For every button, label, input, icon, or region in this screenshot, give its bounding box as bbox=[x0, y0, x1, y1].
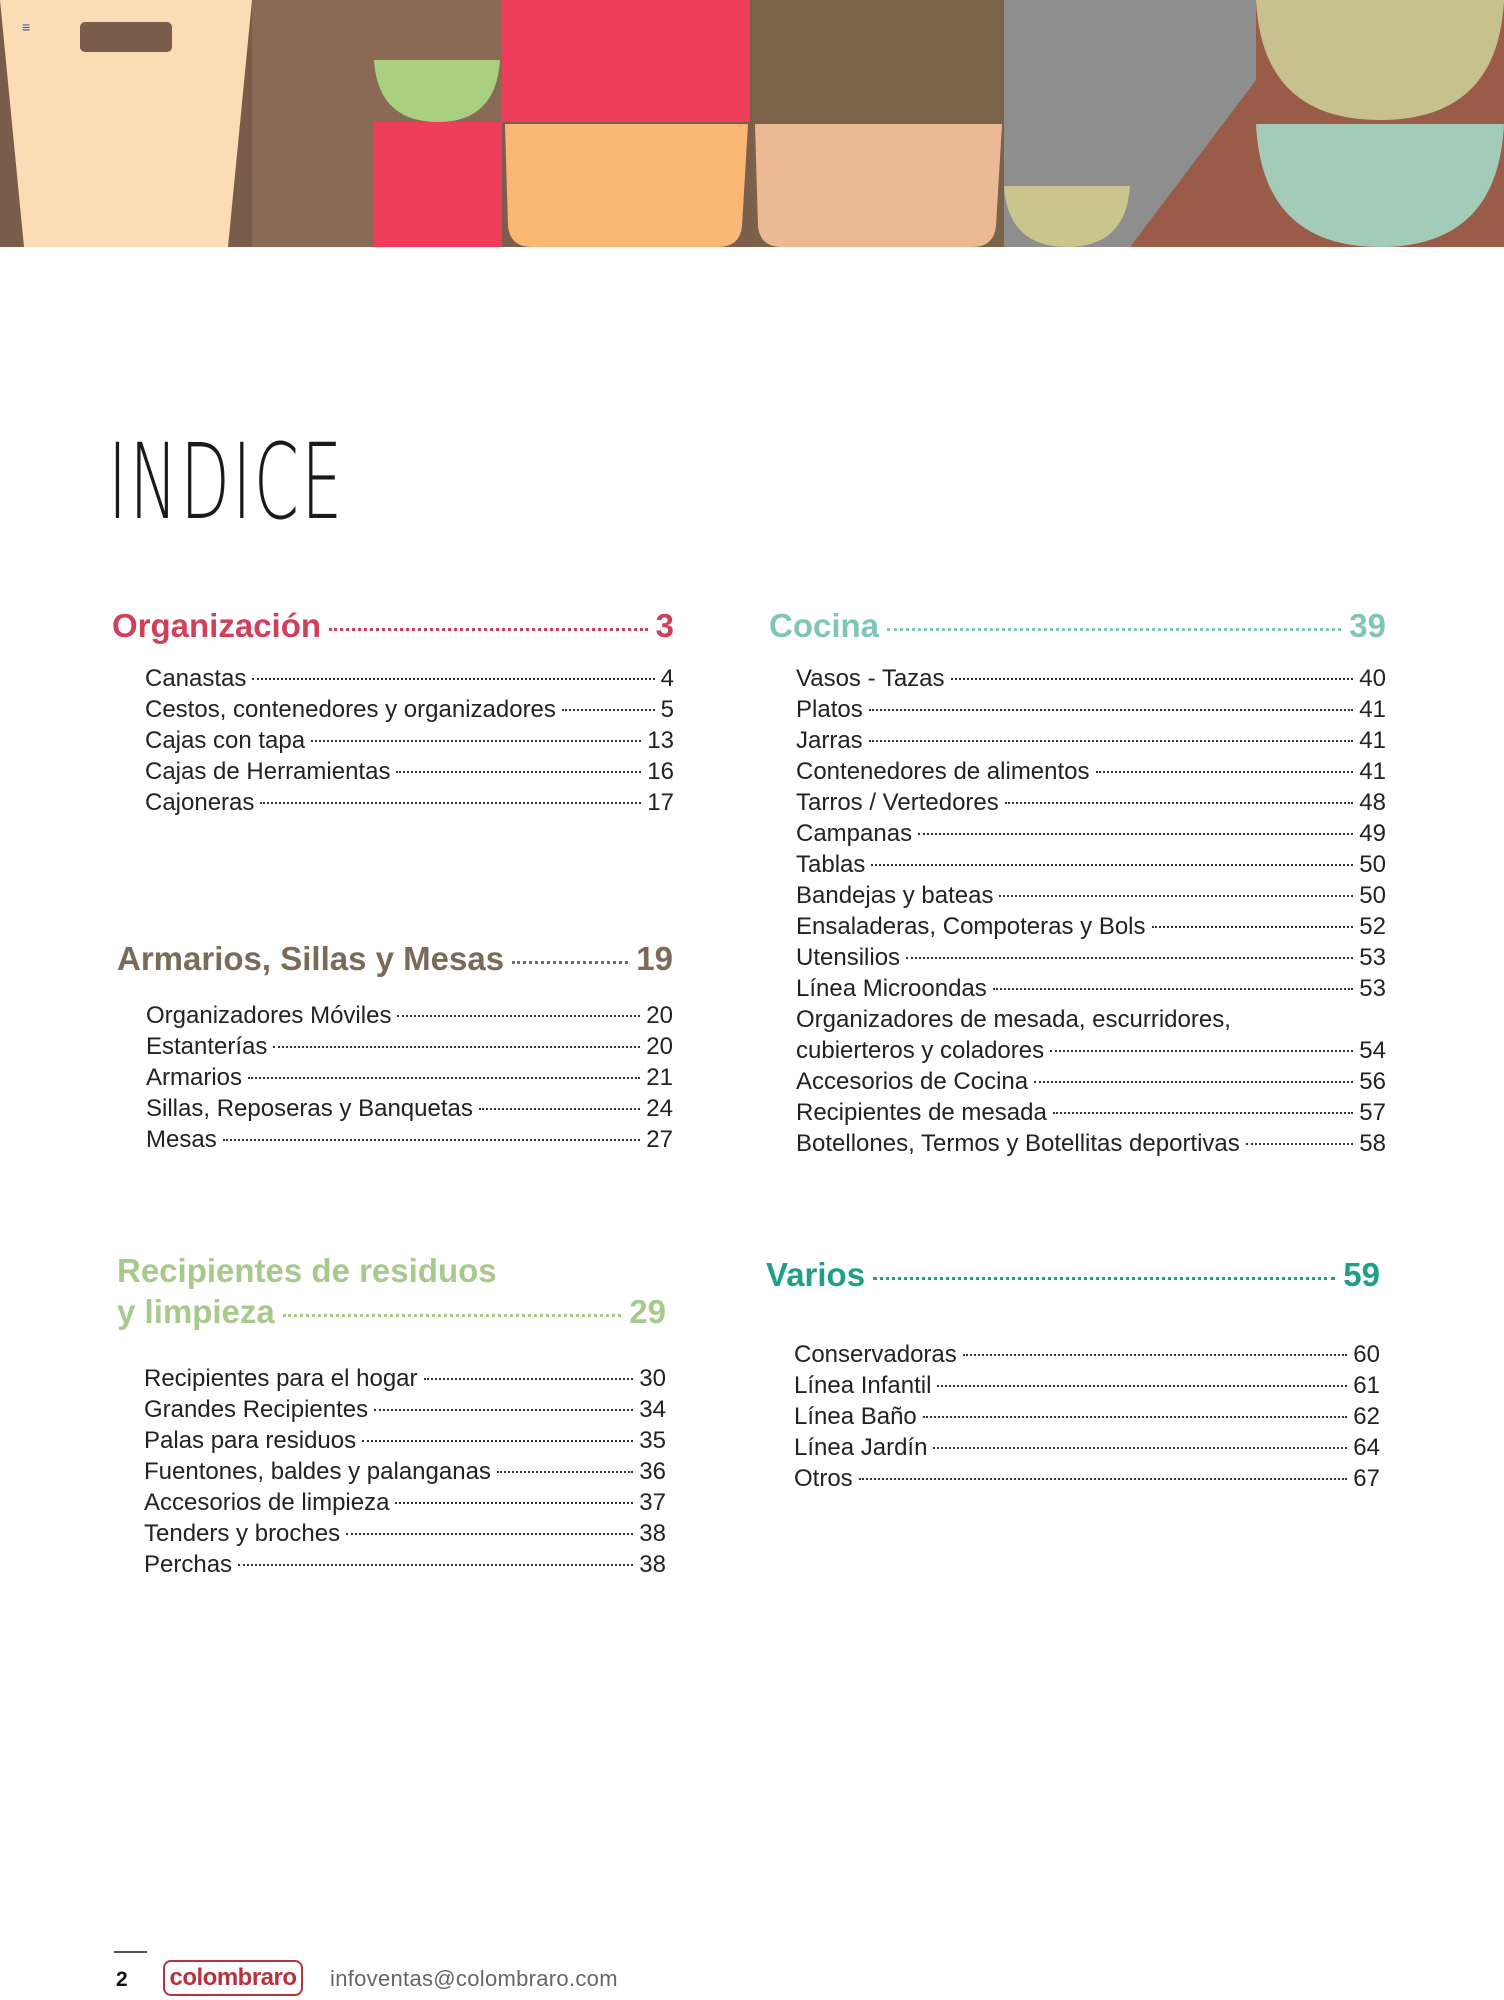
item-label: Recipientes de mesada bbox=[796, 1099, 1047, 1127]
leader-dots bbox=[479, 1108, 640, 1110]
section-organizacion bbox=[112, 605, 674, 818]
leader-dots bbox=[951, 678, 1354, 680]
item-label: Tarros / Vertedores bbox=[796, 789, 999, 817]
item-label: Campanas bbox=[796, 820, 913, 848]
leader-dots bbox=[869, 709, 1354, 711]
item-page: 50 bbox=[1359, 882, 1386, 910]
leader-dots bbox=[374, 1409, 633, 1411]
item-label: Grandes Recipientes bbox=[144, 1395, 369, 1423]
leader-dots bbox=[512, 961, 628, 964]
item-label: Contenedores de alimentos bbox=[796, 758, 1090, 786]
item-page: 54 bbox=[1359, 1037, 1386, 1065]
leader-dots bbox=[273, 1046, 640, 1048]
item-label: Vasos - Tazas bbox=[796, 665, 945, 693]
list-item[interactable] bbox=[144, 1425, 666, 1456]
leader-dots bbox=[1053, 1112, 1353, 1114]
section-cocina bbox=[769, 605, 1386, 1159]
item-label: Tenders y broches bbox=[144, 1519, 341, 1547]
section-items bbox=[145, 663, 674, 818]
list-item[interactable] bbox=[794, 1401, 1380, 1432]
item-label: Sillas, Reposeras y Banquetas bbox=[146, 1095, 473, 1123]
leader-dots bbox=[362, 1440, 633, 1442]
section-items bbox=[796, 1066, 1386, 1159]
list-item[interactable] bbox=[796, 942, 1386, 973]
leader-dots bbox=[562, 709, 655, 711]
section-page: 59 bbox=[1343, 1256, 1380, 1293]
section-name-line2: y limpieza bbox=[117, 1293, 275, 1331]
list-item[interactable] bbox=[796, 1066, 1386, 1097]
page-title: INDICE bbox=[108, 421, 345, 543]
list-item[interactable] bbox=[145, 663, 674, 694]
section-heading[interactable] bbox=[766, 1254, 1380, 1295]
item-label: Cajas de Herramientas bbox=[145, 758, 391, 786]
leader-dots bbox=[923, 1416, 1348, 1418]
item-label: Accesorios de limpieza bbox=[144, 1488, 390, 1516]
list-item[interactable] bbox=[796, 849, 1386, 880]
item-label: Botellones, Termos y Botellitas deportivas bbox=[796, 1130, 1240, 1158]
item-page: 61 bbox=[1353, 1372, 1380, 1400]
item-label: Palas para residuos bbox=[144, 1426, 357, 1454]
item-label: Platos bbox=[796, 696, 863, 724]
item-label: Utensilios bbox=[796, 944, 901, 972]
item-page: 48 bbox=[1359, 789, 1386, 817]
item-label: Fuentones, baldes y palanganas bbox=[144, 1457, 491, 1485]
list-item[interactable] bbox=[144, 1487, 666, 1518]
item-label: Línea Baño bbox=[794, 1403, 917, 1431]
item-page: 53 bbox=[1359, 975, 1386, 1003]
section-items bbox=[794, 1339, 1380, 1494]
item-page: 36 bbox=[639, 1457, 666, 1485]
section-name: Armarios, Sillas y Mesas bbox=[117, 940, 505, 977]
list-item[interactable] bbox=[796, 1004, 1386, 1066]
leader-dots bbox=[993, 988, 1354, 990]
item-label-line2: cubierteros y coladores bbox=[796, 1037, 1045, 1065]
section-page: 3 bbox=[655, 607, 674, 644]
list-item[interactable] bbox=[144, 1518, 666, 1549]
page-number: 2 bbox=[116, 1968, 128, 1991]
item-page: 4 bbox=[660, 665, 674, 693]
leader-dots bbox=[1034, 1081, 1353, 1083]
section-page: 39 bbox=[1349, 607, 1386, 644]
section-page: 19 bbox=[636, 940, 673, 977]
item-page: 30 bbox=[639, 1364, 666, 1392]
item-page: 41 bbox=[1359, 696, 1386, 724]
list-item[interactable] bbox=[146, 1000, 673, 1031]
section-items bbox=[144, 1363, 666, 1580]
item-label: Accesorios de Cocina bbox=[796, 1068, 1029, 1096]
item-label: Cajas con tapa bbox=[145, 727, 306, 755]
item-page: 27 bbox=[646, 1126, 673, 1154]
leader-dots bbox=[871, 864, 1353, 866]
list-item[interactable] bbox=[144, 1456, 666, 1487]
item-page: 57 bbox=[1359, 1099, 1386, 1127]
item-page: 13 bbox=[647, 727, 674, 755]
brand-logo[interactable]: colombraro bbox=[163, 1960, 303, 1996]
item-page: 20 bbox=[646, 1033, 673, 1061]
item-page: 52 bbox=[1359, 913, 1386, 941]
list-item[interactable] bbox=[145, 694, 674, 725]
item-label: Línea Jardín bbox=[794, 1434, 928, 1462]
list-item[interactable] bbox=[796, 911, 1386, 942]
item-label: Otros bbox=[794, 1465, 853, 1493]
section-armarios bbox=[117, 938, 673, 1155]
item-page: 41 bbox=[1359, 727, 1386, 755]
list-item[interactable] bbox=[796, 1097, 1386, 1128]
item-page: 37 bbox=[639, 1488, 666, 1516]
list-item[interactable] bbox=[796, 973, 1386, 1004]
section-name: Cocina bbox=[769, 607, 880, 644]
section-residuos bbox=[117, 1250, 666, 1580]
list-item[interactable] bbox=[146, 1031, 673, 1062]
item-label: Recipientes para el hogar bbox=[144, 1364, 418, 1392]
item-page: 38 bbox=[639, 1550, 666, 1578]
item-label: Cestos, contenedores y organizadores bbox=[145, 696, 556, 724]
item-page: 20 bbox=[646, 1002, 673, 1030]
item-label: Línea Infantil bbox=[794, 1372, 932, 1400]
leader-dots bbox=[252, 678, 654, 680]
footer-rule bbox=[114, 1951, 147, 1953]
leader-dots bbox=[311, 740, 641, 742]
leader-dots bbox=[963, 1354, 1348, 1356]
leader-dots bbox=[999, 895, 1353, 897]
leader-dots bbox=[223, 1139, 641, 1141]
leader-dots bbox=[346, 1533, 633, 1535]
list-item[interactable] bbox=[144, 1363, 666, 1394]
item-label-line1: Organizadores de mesada, escurridores, bbox=[796, 1006, 1231, 1034]
leader-dots bbox=[873, 1277, 1335, 1280]
menu-icon[interactable]: ≡ bbox=[22, 19, 31, 35]
list-item[interactable] bbox=[146, 1062, 673, 1093]
item-label: Bandejas y bateas bbox=[796, 882, 994, 910]
leader-dots bbox=[397, 1015, 640, 1017]
item-page: 50 bbox=[1359, 851, 1386, 879]
list-item[interactable] bbox=[144, 1549, 666, 1580]
contact-email[interactable]: infoventas@colombraro.com bbox=[330, 1966, 618, 1991]
item-page: 24 bbox=[646, 1095, 673, 1123]
leader-dots bbox=[937, 1385, 1347, 1387]
item-label: Mesas bbox=[146, 1126, 217, 1154]
item-page: 58 bbox=[1359, 1130, 1386, 1158]
leader-dots bbox=[424, 1378, 634, 1380]
item-label: Canastas bbox=[145, 665, 247, 693]
section-varios bbox=[766, 1254, 1380, 1494]
section-heading[interactable] bbox=[112, 605, 674, 646]
item-page: 38 bbox=[639, 1519, 666, 1547]
list-item[interactable] bbox=[796, 725, 1386, 756]
item-page: 16 bbox=[647, 758, 674, 786]
section-heading[interactable] bbox=[769, 605, 1386, 646]
item-page: 17 bbox=[647, 789, 674, 817]
section-items-wrap bbox=[796, 1004, 1386, 1066]
item-label: Armarios bbox=[146, 1064, 243, 1092]
item-page: 62 bbox=[1353, 1403, 1380, 1431]
list-item[interactable] bbox=[144, 1394, 666, 1425]
item-label: Conservadoras bbox=[794, 1341, 957, 1369]
list-item[interactable] bbox=[146, 1093, 673, 1124]
section-items bbox=[146, 1000, 673, 1155]
item-label: Jarras bbox=[796, 727, 863, 755]
leader-dots bbox=[260, 802, 641, 804]
item-page: 5 bbox=[660, 696, 674, 724]
leader-dots bbox=[918, 833, 1353, 835]
list-item[interactable] bbox=[796, 663, 1386, 694]
list-item[interactable] bbox=[794, 1463, 1380, 1494]
leader-dots bbox=[906, 957, 1353, 959]
section-name: Organización bbox=[112, 607, 322, 644]
list-item[interactable] bbox=[796, 818, 1386, 849]
item-page: 64 bbox=[1353, 1434, 1380, 1462]
leader-dots bbox=[283, 1314, 622, 1317]
item-page: 67 bbox=[1353, 1465, 1380, 1493]
leader-dots bbox=[933, 1447, 1347, 1449]
item-page: 49 bbox=[1359, 820, 1386, 848]
header-banner bbox=[0, 0, 1504, 247]
section-items bbox=[796, 663, 1386, 1004]
section-heading[interactable] bbox=[117, 1250, 666, 1333]
leader-dots bbox=[395, 1502, 633, 1504]
leader-dots bbox=[396, 771, 641, 773]
leader-dots bbox=[329, 628, 648, 631]
list-item[interactable] bbox=[794, 1339, 1380, 1370]
item-page: 35 bbox=[639, 1426, 666, 1454]
list-item[interactable] bbox=[796, 756, 1386, 787]
list-item[interactable] bbox=[794, 1370, 1380, 1401]
banner-illustration bbox=[0, 0, 1504, 247]
page-footer bbox=[0, 1940, 1504, 2000]
list-item[interactable] bbox=[796, 1128, 1386, 1159]
item-label: Ensaladeras, Compoteras y Bols bbox=[796, 913, 1146, 941]
item-page: 60 bbox=[1353, 1341, 1380, 1369]
section-name: Varios bbox=[766, 1256, 866, 1293]
item-label: Estanterías bbox=[146, 1033, 268, 1061]
leader-dots bbox=[1246, 1143, 1354, 1145]
list-item[interactable] bbox=[145, 756, 674, 787]
list-item[interactable] bbox=[796, 694, 1386, 725]
item-label: Tablas bbox=[796, 851, 866, 879]
item-label: Línea Microondas bbox=[796, 975, 987, 1003]
list-item[interactable] bbox=[145, 787, 674, 818]
leader-dots bbox=[1096, 771, 1354, 773]
list-item[interactable] bbox=[796, 880, 1386, 911]
section-name-line1: Recipientes de residuos bbox=[117, 1252, 497, 1289]
item-page: 21 bbox=[646, 1064, 673, 1092]
item-label: Perchas bbox=[144, 1550, 233, 1578]
leader-dots bbox=[869, 740, 1354, 742]
list-item[interactable] bbox=[794, 1432, 1380, 1463]
leader-dots bbox=[887, 628, 1341, 631]
item-label: Cajoneras bbox=[145, 789, 255, 817]
leader-dots bbox=[497, 1471, 633, 1473]
item-page: 41 bbox=[1359, 758, 1386, 786]
list-item[interactable] bbox=[145, 725, 674, 756]
leader-dots bbox=[1152, 926, 1354, 928]
leader-dots bbox=[238, 1564, 633, 1566]
leader-dots bbox=[1050, 1050, 1353, 1052]
item-page: 53 bbox=[1359, 944, 1386, 972]
section-page: 29 bbox=[629, 1293, 666, 1331]
item-page: 34 bbox=[639, 1395, 666, 1423]
item-label: Organizadores Móviles bbox=[146, 1002, 392, 1030]
list-item[interactable] bbox=[796, 787, 1386, 818]
leader-dots bbox=[248, 1077, 640, 1079]
section-heading[interactable] bbox=[117, 938, 673, 979]
item-page: 40 bbox=[1359, 665, 1386, 693]
list-item[interactable] bbox=[146, 1124, 673, 1155]
item-page: 56 bbox=[1359, 1068, 1386, 1096]
leader-dots bbox=[1005, 802, 1354, 804]
leader-dots bbox=[859, 1478, 1348, 1480]
